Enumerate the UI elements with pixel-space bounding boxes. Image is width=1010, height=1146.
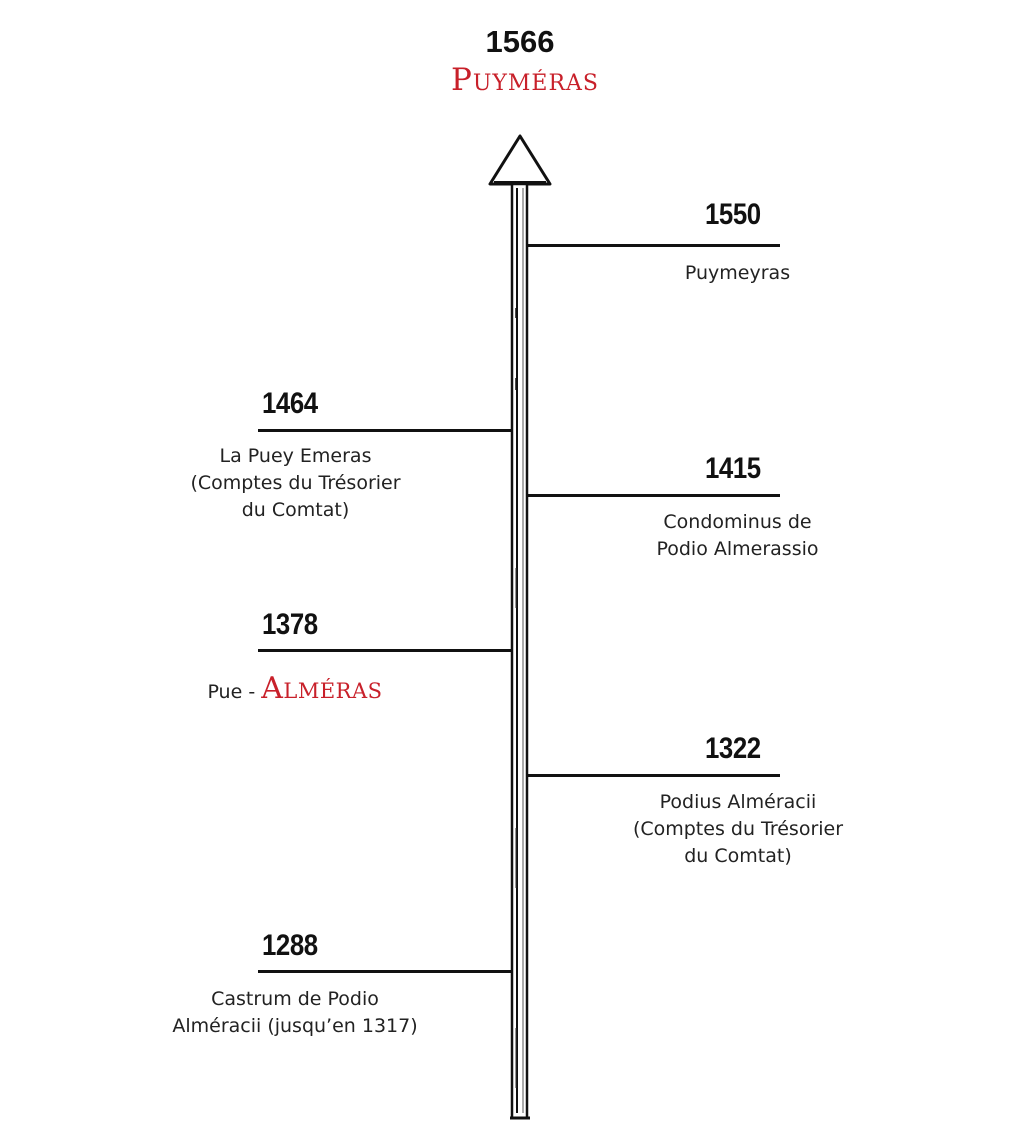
branch-line-1415: [528, 494, 780, 497]
caption-1464-line-2: (Comptes du Trésorier: [190, 472, 401, 494]
caption-1322-line-2: (Comptes du Trésorier: [632, 818, 844, 840]
branch-line-1322: [528, 774, 780, 777]
caption-1464: [168, 443, 423, 524]
timeline-arrow: [480, 128, 560, 1128]
year-1322: 1322: [705, 732, 761, 765]
branch-line-1378: [258, 649, 512, 652]
caption-1288-line-1: Castrum de Podio: [211, 988, 379, 1010]
caption-1378-highlight: Alméras: [261, 671, 383, 706]
branch-line-1288: [258, 970, 512, 973]
caption-1464-line-3: du Comtat): [241, 499, 350, 521]
caption-1378-prefix: Pue -: [207, 681, 262, 703]
branch-line-1464: [258, 429, 512, 432]
caption-1322-line-3: du Comtat): [684, 845, 792, 867]
caption-1288: [150, 986, 440, 1040]
year-1378: 1378: [262, 608, 318, 641]
title-name: Puyméras: [450, 62, 600, 98]
year-1415: 1415: [705, 452, 761, 485]
caption-1550-line-1: Puymeyras: [684, 262, 791, 284]
branch-line-1550: [528, 244, 780, 247]
year-1464: 1464: [262, 387, 318, 420]
title-year: 1566: [485, 24, 555, 59]
caption-1322-line-1: Podius Alméracii: [659, 791, 817, 813]
caption-1322: [612, 789, 864, 870]
caption-1464-line-1: La Puey Emeras: [219, 445, 372, 467]
caption-1550: [630, 260, 845, 287]
year-1550: 1550: [705, 198, 761, 231]
caption-1378-line: [207, 671, 383, 706]
caption-1415-line-2: Podio Almerassio: [656, 538, 819, 560]
caption-1415-line-1: Condominus de: [663, 511, 812, 533]
year-1288: 1288: [262, 929, 318, 962]
caption-1288-line-2: Alméracii (jusqu’en 1317): [172, 1015, 418, 1037]
caption-1415: [620, 509, 855, 563]
caption-1378: [170, 670, 420, 711]
